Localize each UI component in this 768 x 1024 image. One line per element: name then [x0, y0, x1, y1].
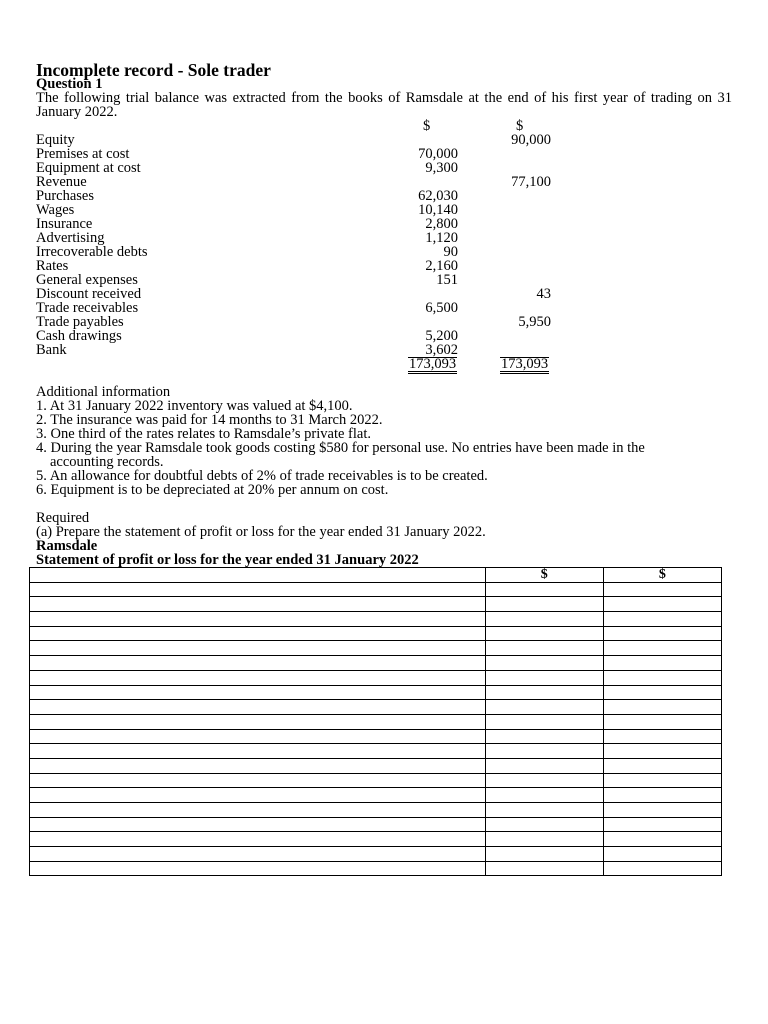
- answer-description-cell[interactable]: [30, 597, 486, 612]
- account-name: Revenue: [36, 174, 87, 190]
- trial-balance-row: [36, 301, 732, 315]
- answer-description-cell[interactable]: [30, 803, 486, 818]
- answer-amount-cell[interactable]: [603, 861, 721, 876]
- account-name: Rates: [36, 258, 69, 274]
- answer-amount-cell[interactable]: [603, 832, 721, 847]
- answer-header-dollar-2[interactable]: $: [603, 568, 721, 583]
- answer-amount-cell[interactable]: [603, 729, 721, 744]
- answer-amount-cell[interactable]: [603, 685, 721, 700]
- answer-amount-cell[interactable]: [603, 626, 721, 641]
- answer-description-cell[interactable]: [30, 847, 486, 862]
- debit-amount: 3,602: [425, 342, 458, 358]
- credit-amount: 43: [536, 286, 551, 302]
- answer-row: [30, 788, 722, 803]
- debit-amount: 2,160: [425, 258, 458, 274]
- answer-amount-cell[interactable]: [485, 803, 603, 818]
- trial-balance-row: [36, 217, 732, 231]
- answer-description-cell[interactable]: [30, 582, 486, 597]
- answer-amount-cell[interactable]: [485, 773, 603, 788]
- answer-row: [30, 729, 722, 744]
- answer-description-cell[interactable]: [30, 788, 486, 803]
- answer-description-cell[interactable]: [30, 714, 486, 729]
- answer-row: [30, 847, 722, 862]
- answer-amount-cell[interactable]: [485, 597, 603, 612]
- answer-amount-cell[interactable]: [603, 612, 721, 627]
- account-name: Irrecoverable debts: [36, 244, 148, 260]
- answer-header-dollar-1[interactable]: $: [485, 568, 603, 583]
- answer-amount-cell[interactable]: [485, 700, 603, 715]
- answer-amount-cell[interactable]: [603, 670, 721, 685]
- debit-amount: 9,300: [425, 160, 458, 176]
- answer-description-cell[interactable]: [30, 568, 486, 583]
- credit-currency-header: $: [516, 118, 524, 134]
- additional-item-5: 5. An allowance for doubtful debts of 2% of trade receivables is to be created.: [36, 468, 488, 484]
- answer-amount-cell[interactable]: [603, 773, 721, 788]
- total-credit: [500, 357, 549, 374]
- debit-currency-header: $: [423, 118, 431, 134]
- answer-amount-cell[interactable]: [485, 847, 603, 862]
- answer-amount-cell[interactable]: [485, 861, 603, 876]
- document-title: Incomplete record - Sole trader: [36, 60, 271, 80]
- answer-description-cell[interactable]: [30, 729, 486, 744]
- credit-amount: 90,000: [511, 132, 551, 148]
- answer-row: [30, 817, 722, 832]
- answer-row: [30, 670, 722, 685]
- answer-row: [30, 685, 722, 700]
- answer-amount-cell[interactable]: [485, 582, 603, 597]
- answer-description-cell[interactable]: [30, 817, 486, 832]
- account-name: Equity: [36, 132, 75, 148]
- account-name: Trade receivables: [36, 300, 139, 316]
- answer-amount-cell[interactable]: [485, 832, 603, 847]
- trial-balance-row: [36, 231, 732, 245]
- account-name: Trade payables: [36, 314, 124, 330]
- answer-amount-cell[interactable]: [485, 729, 603, 744]
- trial-balance-row: [36, 259, 732, 273]
- debit-amount: 1,120: [425, 230, 458, 246]
- answer-amount-cell[interactable]: [603, 656, 721, 671]
- additional-item-4: 4. During the year Ramsdale took goods costing $580 for personal use. No entries have been made in the: [36, 440, 645, 456]
- trial-balance-row: [36, 245, 732, 259]
- credit-amount: 77,100: [511, 174, 551, 190]
- answer-description-cell[interactable]: [30, 832, 486, 847]
- account-name: Premises at cost: [36, 146, 130, 162]
- debit-amount: 6,500: [425, 300, 458, 316]
- answer-amount-cell[interactable]: [485, 641, 603, 656]
- debit-amount: 90: [443, 244, 458, 260]
- answer-row: [30, 582, 722, 597]
- answer-amount-cell[interactable]: [603, 597, 721, 612]
- required-heading: Required: [36, 510, 90, 526]
- account-name: Insurance: [36, 216, 93, 232]
- answer-row: [30, 612, 722, 627]
- trial-balance-row: [36, 203, 732, 217]
- required-part-a: (a) Prepare the statement of profit or loss for the year ended 31 January 2022.: [36, 524, 486, 540]
- answer-row: [30, 773, 722, 788]
- answer-amount-cell[interactable]: [603, 641, 721, 656]
- trial-balance-row: [36, 329, 732, 343]
- answer-grid[interactable]: [29, 567, 722, 876]
- additional-item-2: 2. The insurance was paid for 14 months to 31 March 2022.: [36, 412, 383, 428]
- answer-amount-cell[interactable]: [485, 626, 603, 641]
- answer-description-cell[interactable]: [30, 656, 486, 671]
- answer-description-cell[interactable]: [30, 700, 486, 715]
- answer-row: [30, 744, 722, 759]
- answer-amount-cell[interactable]: [603, 758, 721, 773]
- answer-row: [30, 641, 722, 656]
- total-debit-value: 173,093: [409, 356, 457, 372]
- business-name: Ramsdale: [36, 538, 98, 554]
- answer-amount-cell[interactable]: [603, 744, 721, 759]
- additional-item-1: 1. At 31 January 2022 inventory was valued at $4,100.: [36, 398, 353, 414]
- additional-item-3: 3. One third of the rates relates to Ramsdale’s private flat.: [36, 426, 372, 442]
- answer-description-cell[interactable]: [30, 685, 486, 700]
- debit-amount: 62,030: [418, 188, 458, 204]
- answer-description-cell[interactable]: [30, 744, 486, 759]
- answer-amount-cell[interactable]: [603, 700, 721, 715]
- trial-balance-row: [36, 133, 732, 147]
- trial-balance-row: [36, 343, 732, 357]
- debit-amount: 10,140: [418, 202, 458, 218]
- total-credit-value: 173,093: [501, 356, 549, 372]
- answer-row: [30, 597, 722, 612]
- intro-paragraph: The following trial balance was extracted from the books of Ramsdale at the end of his first year of trading on 31 January 2022.: [36, 90, 732, 120]
- trial-balance-row: [36, 189, 732, 203]
- answer-header-row: [30, 568, 722, 583]
- account-name: Wages: [36, 202, 75, 218]
- answer-amount-cell[interactable]: [485, 788, 603, 803]
- answer-description-cell[interactable]: [30, 773, 486, 788]
- answer-description-cell[interactable]: [30, 641, 486, 656]
- answer-amount-cell[interactable]: [485, 612, 603, 627]
- answer-row: [30, 803, 722, 818]
- answer-amount-cell[interactable]: [603, 847, 721, 862]
- account-name: Cash drawings: [36, 328, 122, 344]
- debit-amount: 151: [436, 272, 458, 288]
- trial-balance-row: [36, 175, 732, 189]
- answer-amount-cell[interactable]: [603, 788, 721, 803]
- account-name: Advertising: [36, 230, 105, 246]
- debit-amount: 2,800: [425, 216, 458, 232]
- answer-amount-cell[interactable]: [485, 670, 603, 685]
- answer-amount-cell[interactable]: [485, 758, 603, 773]
- trial-balance-row: [36, 147, 732, 161]
- answer-amount-cell[interactable]: [603, 803, 721, 818]
- account-name: Equipment at cost: [36, 160, 141, 176]
- additional-item-6: 6. Equipment is to be depreciated at 20% per annum on cost.: [36, 482, 389, 498]
- trial-balance-row: [36, 161, 732, 175]
- answer-amount-cell[interactable]: [485, 656, 603, 671]
- answer-amount-cell[interactable]: [485, 685, 603, 700]
- answer-row: [30, 832, 722, 847]
- answer-amount-cell[interactable]: [603, 582, 721, 597]
- question-label: Question 1: [36, 76, 103, 92]
- credit-amount: 5,950: [518, 314, 551, 330]
- answer-amount-cell[interactable]: [485, 817, 603, 832]
- answer-row: [30, 714, 722, 729]
- additional-item-4-continued: accounting records.: [50, 454, 164, 470]
- total-debit: [408, 357, 457, 374]
- answer-description-cell[interactable]: [30, 612, 486, 627]
- answer-row: [30, 656, 722, 671]
- trial-balance-row: [36, 315, 732, 329]
- answer-description-cell[interactable]: [30, 861, 486, 876]
- answer-amount-cell[interactable]: [603, 714, 721, 729]
- additional-info-heading: Additional information: [36, 384, 171, 400]
- statement-title: Statement of profit or loss for the year ended 31 January 2022: [36, 552, 419, 568]
- answer-amount-cell[interactable]: [485, 714, 603, 729]
- account-name: General expenses: [36, 272, 138, 288]
- account-name: Bank: [36, 342, 67, 358]
- trial-balance-row: [36, 273, 732, 287]
- account-name: Purchases: [36, 188, 94, 204]
- answer-row: [30, 700, 722, 715]
- answer-row: [30, 861, 722, 876]
- answer-description-cell[interactable]: [30, 758, 486, 773]
- debit-amount: 70,000: [418, 146, 458, 162]
- debit-amount: 5,200: [425, 328, 458, 344]
- answer-row: [30, 758, 722, 773]
- answer-amount-cell[interactable]: [603, 817, 721, 832]
- account-name: Discount received: [36, 286, 142, 302]
- answer-row: [30, 626, 722, 641]
- answer-description-cell[interactable]: [30, 626, 486, 641]
- answer-description-cell[interactable]: [30, 670, 486, 685]
- trial-balance-row: [36, 287, 732, 301]
- answer-amount-cell[interactable]: [485, 744, 603, 759]
